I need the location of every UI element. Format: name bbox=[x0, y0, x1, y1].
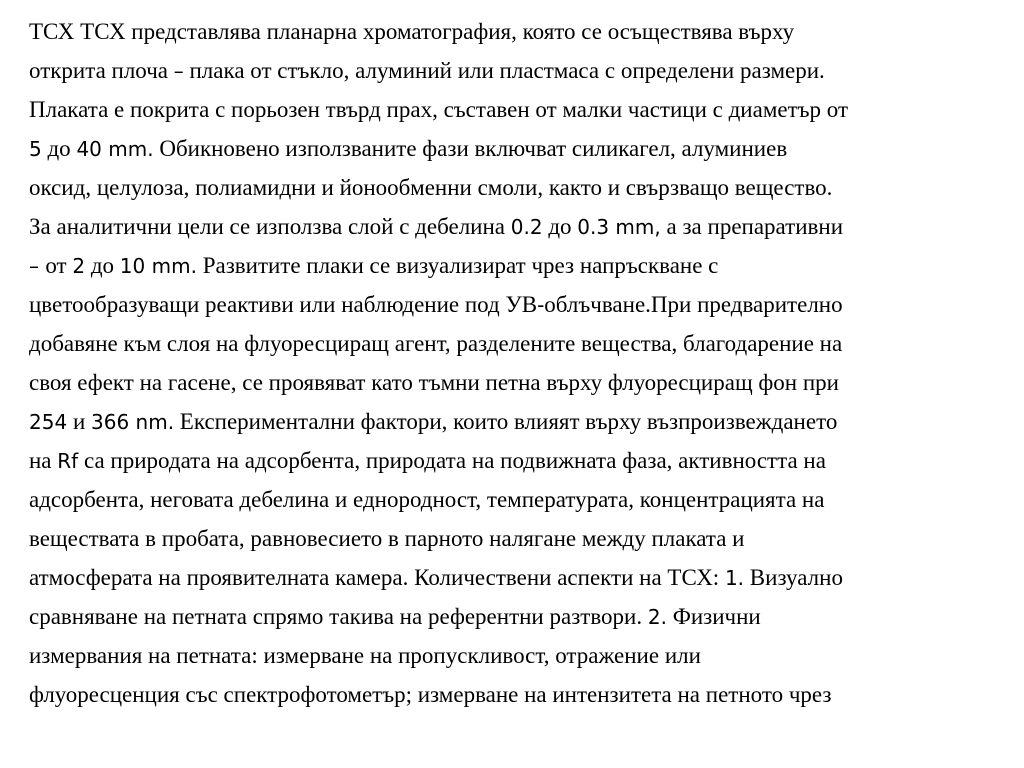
text-run: сравняване на петната спрямо такива на референтни разтвори. bbox=[29, 604, 648, 629]
text-run: оксид, целулоза, полиамидни и йонообменни смоли, както и свързващо вещество. bbox=[29, 175, 833, 200]
text-run: Плаката е покрита с порьозен твърд прах, съставен от малки частици с диаметър от bbox=[29, 97, 849, 122]
numeric-run: 0.2 bbox=[510, 215, 543, 239]
numeric-run: 5 bbox=[29, 137, 42, 161]
numeric-run: 366 nm. bbox=[91, 410, 175, 434]
numeric-run: 1. bbox=[724, 566, 745, 590]
numeric-run: Rf bbox=[57, 449, 79, 473]
numeric-run: 10 mm. bbox=[119, 254, 197, 278]
text-line bbox=[29, 480, 1019, 519]
text-run: до bbox=[41, 136, 77, 161]
text-run: а за препаративни bbox=[660, 214, 844, 239]
text-run: до bbox=[85, 253, 120, 278]
numeric-run: 40 mm. bbox=[76, 137, 154, 161]
text-line bbox=[29, 441, 1019, 480]
text-run: до bbox=[542, 214, 578, 239]
text-line bbox=[29, 519, 1019, 558]
text-run: открита плоча bbox=[29, 58, 174, 83]
text-line bbox=[29, 558, 1019, 597]
text-run: атмосферата на проявителната камера. Количествени аспекти на ТСХ: bbox=[29, 565, 725, 590]
text-run: Експериментални фактори, които влияят върху възпроизвеждането bbox=[174, 409, 838, 434]
text-run: цветообразуващи реактиви или наблюдение под УВ bbox=[29, 292, 538, 317]
text-line bbox=[29, 597, 1019, 636]
text-run: облъчване.При предварително bbox=[544, 292, 843, 317]
document-text bbox=[29, 12, 1019, 714]
numeric-run: – bbox=[173, 59, 184, 83]
numeric-run: 2 bbox=[72, 254, 86, 278]
text-run: Обикновено използваните фази включват силикагел, алуминиев bbox=[153, 136, 788, 161]
text-line bbox=[29, 675, 1019, 714]
text-run: За аналитични цели се използва слой с дебелина bbox=[29, 214, 511, 239]
text-line bbox=[29, 207, 1019, 246]
numeric-run: 254 bbox=[29, 410, 68, 434]
text-run: Физични bbox=[666, 604, 761, 629]
text-run: веществата в пробата, равновесието в парното налягане между плаката и bbox=[29, 526, 745, 551]
text-line bbox=[29, 90, 1019, 129]
text-line bbox=[29, 402, 1019, 441]
numeric-run: 0.3 mm, bbox=[577, 215, 661, 239]
text-line bbox=[29, 246, 1019, 285]
text-line bbox=[29, 324, 1019, 363]
text-run: плака от стъкло, алуминий или пластмаса с определени размери. bbox=[183, 58, 825, 83]
text-run: флуоресценция със спектрофотометър; измерване на интензитета на петното чрез bbox=[29, 682, 832, 707]
text-run: и bbox=[67, 409, 91, 434]
text-run: измервания на петната: измерване на пропускливост, отражение или bbox=[29, 643, 701, 668]
text-run: Развитите плаки се визуализират чрез напръскване с bbox=[196, 253, 719, 278]
text-line bbox=[29, 285, 1019, 324]
text-run: адсорбента, неговата дебелина и еднородност, температурата, концентрацията на bbox=[29, 487, 825, 512]
text-run: ТСХ ТСХ представлява планарна хроматография, която се осъществява върху bbox=[29, 19, 795, 44]
text-run: своя ефект на гасене, се проявяват като тъмни петна върху флуоресциращ фон при bbox=[29, 370, 839, 395]
text-run: са природата на адсорбента, природата на подвижната фаза, активността на bbox=[78, 448, 826, 473]
text-line bbox=[29, 12, 1019, 51]
text-run: Визуално bbox=[744, 565, 843, 590]
text-line bbox=[29, 129, 1019, 168]
numeric-run: – bbox=[29, 254, 46, 278]
text-line bbox=[29, 168, 1019, 207]
text-line bbox=[29, 636, 1019, 675]
text-run: добавяне към слоя на флуоресциращ агент, разделените вещества, благодарение на bbox=[29, 331, 843, 356]
text-line bbox=[29, 51, 1019, 90]
text-line bbox=[29, 363, 1019, 402]
numeric-run: - bbox=[537, 293, 545, 317]
text-run: от bbox=[45, 253, 73, 278]
numeric-run: 2. bbox=[647, 605, 667, 629]
text-run: на bbox=[29, 448, 58, 473]
